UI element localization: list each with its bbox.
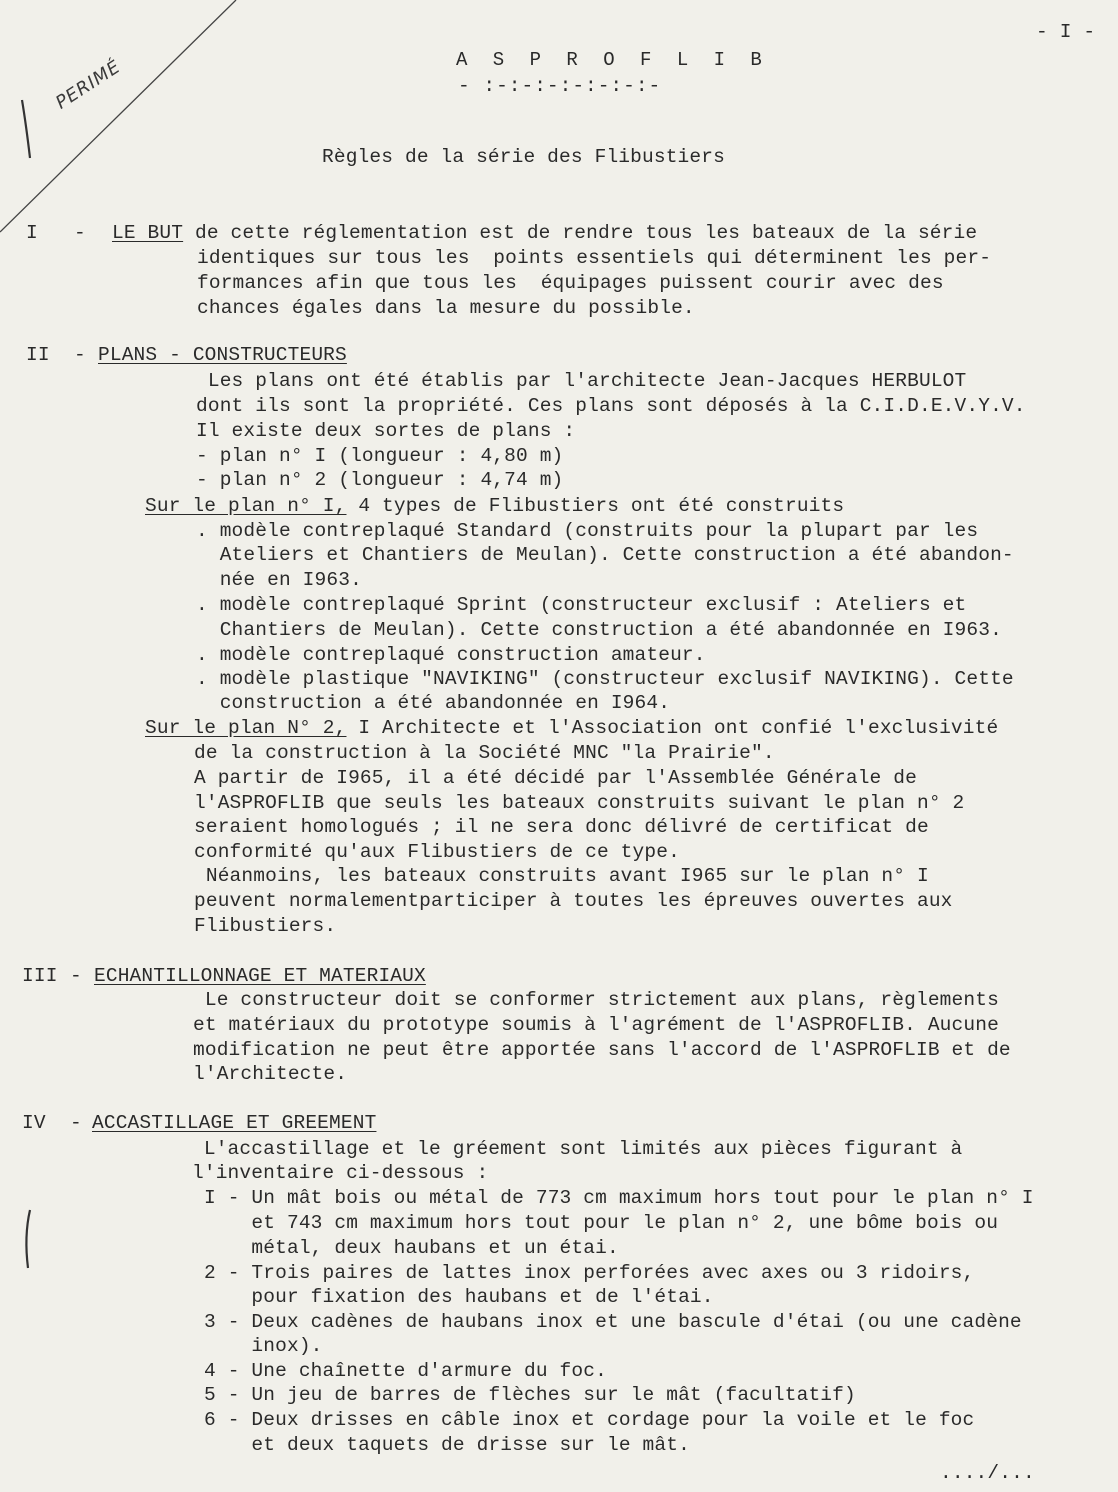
plan2-line: conformité qu'aux Flibustiers de ce type.: [194, 841, 680, 863]
plan1-item: . modèle contreplaqué construction amateur.: [196, 644, 706, 666]
section-2-line: - plan n° I (longueur : 4,80 m): [196, 445, 564, 467]
section-4-heading: ACCASTILLAGE ET GREEMENT: [92, 1112, 377, 1134]
document-title: A S P R O F L I B: [456, 49, 769, 71]
section-4-dash: -: [70, 1112, 82, 1134]
section-1-heading: [112, 221, 977, 245]
inventory-item: 5 - Un jeu de barres de flèches sur le mât (facultatif): [204, 1384, 856, 1406]
section-1-dash: -: [74, 222, 86, 244]
inventory-item: et deux taquets de drisse sur le mât.: [204, 1434, 690, 1456]
inventory-item: 2 - Trois paires de lattes inox perforées avec axes ou 3 ridoirs,: [204, 1262, 975, 1284]
plan1-item: . modèle contreplaqué Sprint (constructeur exclusif : Ateliers et: [196, 594, 967, 616]
section-4-line: l'inventaire ci-dessous :: [192, 1162, 489, 1184]
section-2-heading: PLANS - CONSTRUCTEURS: [98, 344, 347, 366]
title-rule: - :-:-:-:-:-:-:-: [458, 75, 662, 97]
section-2-line: dont ils sont la propriété. Ces plans sont déposés à la C.I.D.E.V.Y.V.: [196, 395, 1026, 417]
inventory-item: 6 - Deux drisses en câble inox et cordage pour la voile et le foc: [204, 1409, 975, 1431]
plan2-line: de la construction à la Société MNC "la Prairie".: [194, 742, 775, 764]
section-3-line: modification ne peut être apportée sans l'accord de l'ASPROFLIB et de: [193, 1039, 1011, 1061]
section-3-line: l'Architecte.: [193, 1063, 348, 1085]
plan2-text: I Architecte et l'Association ont confié l'exclusivité: [346, 717, 999, 739]
section-3-line: Le constructeur doit se conformer strictement aux plans, règlements: [193, 989, 999, 1011]
stamp-perime: PERIMÉ: [52, 56, 125, 114]
section-4-line: L'accastillage et le gréement sont limités aux pièces figurant à: [192, 1138, 963, 1160]
plan2-line: Néanmoins, les bateaux construits avant I965 sur le plan n° I: [194, 865, 929, 887]
continuation-mark: ..../...: [940, 1462, 1035, 1484]
document-subtitle: Règles de la série des Flibustiers: [322, 146, 725, 168]
section-3-heading: ECHANTILLONNAGE ET MATERIAUX: [94, 965, 426, 987]
inventory-item: métal, deux haubans et un étai.: [204, 1237, 619, 1259]
section-1-line: chances égales dans la mesure du possible.: [197, 297, 695, 319]
plan1-item: . modèle plastique "NAVIKING" (constructeur exclusif NAVIKING). Cette: [196, 668, 1014, 690]
inventory-item: 4 - Une chaînette d'armure du foc.: [204, 1360, 607, 1382]
margin-pencil-mark: [26, 1210, 30, 1268]
plan2-line: peuvent normalementparticiper à toutes les épreuves ouvertes aux: [194, 890, 953, 912]
plan1-label: Sur le plan n° I,: [145, 495, 347, 517]
section-1-number: I: [26, 222, 38, 244]
section-1-line: formances afin que tous les équipages puissent courir avec des: [197, 272, 944, 294]
inventory-item: 3 - Deux cadènes de haubans inox et une bascule d'étai (ou une cadène: [204, 1311, 1022, 1333]
inventory-item: I - Un mât bois ou métal de 773 cm maximum hors tout pour le plan n° I: [204, 1187, 1034, 1209]
inventory-item: et 743 cm maximum hors tout pour le plan n° 2, une bôme bois ou: [204, 1212, 999, 1234]
plan2-line: l'ASPROFLIB que seuls les bateaux construits suivant le plan n° 2: [194, 792, 965, 814]
section-2-number: II: [26, 344, 50, 366]
plan2-line: Flibustiers.: [194, 915, 337, 937]
inventory-item: inox).: [204, 1335, 323, 1357]
plan1-paragraph: [145, 494, 844, 518]
section-1-line: identiques sur tous les points essentiels qui déterminent les per-: [197, 247, 992, 269]
section-2-line: - plan n° 2 (longueur : 4,74 m): [196, 469, 564, 491]
section-2-line: Les plans ont été établis par l'architecte Jean-Jacques HERBULOT: [196, 370, 967, 392]
stamp-margin-tick: [22, 100, 30, 158]
plan2-paragraph: [145, 716, 998, 740]
section-3-dash: -: [70, 965, 82, 987]
plan1-item: Ateliers et Chantiers de Meulan). Cette construction a été abandon-: [196, 544, 1014, 566]
plan2-line: A partir de I965, il a été décidé par l'Assemblée Générale de: [194, 767, 917, 789]
section-2-dash: -: [74, 344, 86, 366]
section-1-line: de cette réglementation est de rendre tous les bateaux de la série: [183, 222, 978, 244]
inventory-item: pour fixation des haubans et de l'étai.: [204, 1286, 714, 1308]
plan1-item: . modèle contreplaqué Standard (construits pour la plupart par les: [196, 520, 979, 542]
section-1-heading-text: LE BUT: [112, 222, 184, 244]
stamp-diagonal-line: [0, 0, 236, 232]
plan2-label: Sur le plan N° 2,: [145, 717, 347, 739]
plan1-item: construction a été abandonnée en I964.: [196, 692, 671, 714]
section-2-line: Il existe deux sortes de plans :: [196, 420, 576, 442]
plan2-line: seraient homologués ; il ne sera donc délivré de certificat de: [194, 816, 929, 838]
section-3-line: et matériaux du prototype soumis à l'agrément de l'ASPROFLIB. Aucune: [193, 1014, 999, 1036]
section-3-number: III: [22, 965, 58, 987]
page-number: - I -: [1036, 21, 1096, 43]
plan1-item: Chantiers de Meulan). Cette construction a été abandonnée en I963.: [196, 619, 1002, 641]
plan1-item: née en I963.: [196, 569, 362, 591]
section-4-number: IV: [22, 1112, 46, 1134]
plan1-text: 4 types de Flibustiers ont été construits: [346, 495, 845, 517]
